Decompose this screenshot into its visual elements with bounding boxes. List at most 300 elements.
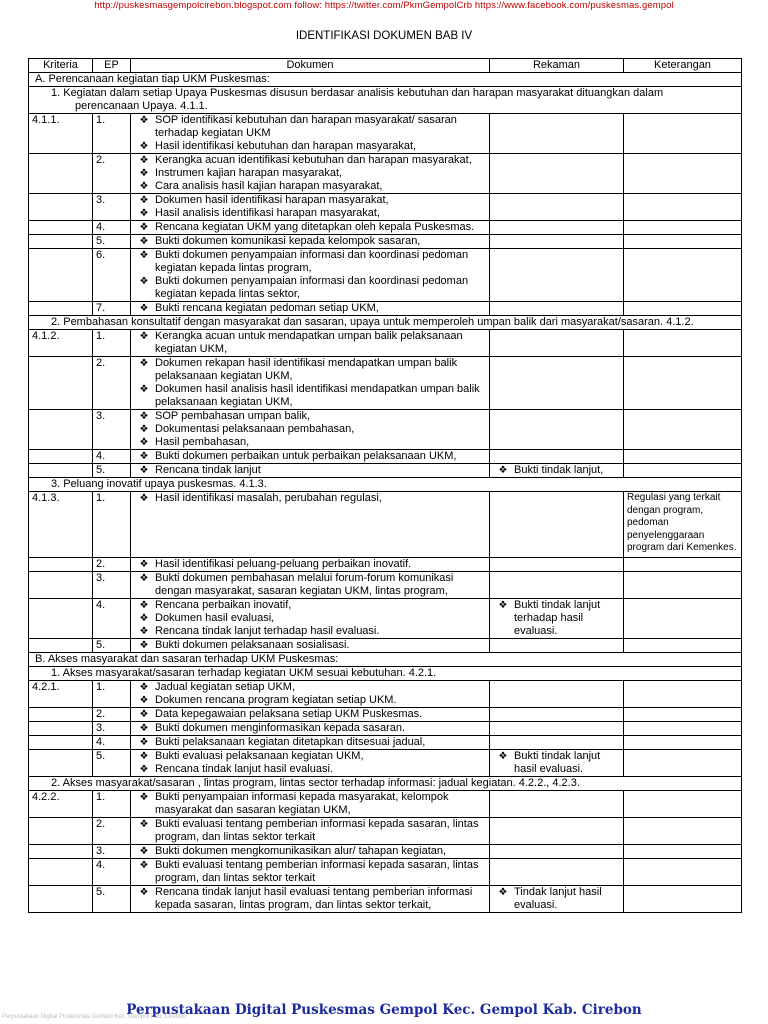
cell-dokumen	[131, 598, 490, 638]
dokumen-text: Dokumen hasil analisis hasil identifikasi mendapatkan umpan balik pelaksanaan kegiatan UKM,	[155, 383, 480, 408]
dokumen-text: Rencana tindak lanjut hasil evaluasi.	[155, 762, 333, 775]
dokumen-item	[133, 330, 487, 356]
cell-rekaman	[490, 557, 624, 571]
cell-kriteria	[29, 885, 93, 912]
bullet-icon: ❖	[139, 236, 149, 247]
dokumen-item	[133, 763, 487, 776]
dokumen-text: Kerangka acuan untuk mendapatkan umpan balik pelaksanaan kegiatan UKM,	[155, 330, 463, 355]
cell-rekaman	[490, 571, 624, 598]
col-header-keterangan: Keterangan	[624, 59, 742, 73]
cell-rekaman	[490, 235, 624, 249]
rekaman-item	[492, 886, 621, 912]
bullet-icon: ❖	[139, 886, 149, 898]
cell-kriteria	[29, 707, 93, 721]
dokumen-text: Hasil identifikasi masalah, perubahan regulasi,	[155, 492, 382, 504]
dokumen-text: Bukti dokumen pelaksanaan sosialisasi.	[155, 638, 350, 651]
dokumen-text: Hasil analisis identifikasi harapan masyarakat,	[155, 207, 380, 219]
subsection-heading	[29, 316, 742, 330]
section-heading	[29, 73, 742, 87]
table-row	[29, 571, 742, 598]
dokumen-text: Instrumen kajian harapan masyarakat,	[155, 167, 343, 179]
cell-keterangan	[624, 790, 742, 817]
dokumen-item	[133, 599, 487, 612]
bullet-icon: ❖	[139, 859, 149, 871]
table-row	[29, 680, 742, 707]
bullet-icon: ❖	[139, 493, 149, 504]
dokumen-item	[133, 736, 487, 749]
cell-kriteria	[29, 194, 93, 221]
subsection-row	[29, 316, 742, 330]
table-row	[29, 721, 742, 735]
table-row	[29, 858, 742, 885]
cell-dokumen	[131, 464, 490, 478]
table-row	[29, 598, 742, 638]
subsection-heading	[29, 666, 742, 680]
dokumen-item	[133, 140, 487, 153]
dokumen-text: SOP pembahasan umpan balik,	[155, 410, 311, 422]
bullet-icon: ❖	[139, 451, 149, 462]
dokumen-item	[133, 859, 487, 885]
cell-keterangan: Regulasi yang terkait dengan program, pedoman penyelenggaraan program dari Kemenkes.	[624, 492, 742, 558]
subsection-row	[29, 666, 742, 680]
dokumen-item	[133, 302, 487, 315]
cell-rekaman	[490, 410, 624, 450]
table-row	[29, 885, 742, 912]
cell-ep: 4.	[93, 450, 131, 464]
cell-ep: 3.	[93, 571, 131, 598]
cell-ep: 2.	[93, 154, 131, 194]
cell-dokumen	[131, 844, 490, 858]
bullet-icon: ❖	[139, 625, 149, 637]
cell-dokumen	[131, 235, 490, 249]
cell-rekaman	[490, 330, 624, 357]
cell-kriteria	[29, 749, 93, 776]
table-row	[29, 154, 742, 194]
dokumen-item	[133, 791, 487, 817]
cell-kriteria	[29, 221, 93, 235]
cell-dokumen	[131, 638, 490, 652]
dokumen-text: Rencana perbaikan inovatif,	[155, 598, 292, 611]
table-row	[29, 492, 742, 558]
cell-keterangan	[624, 464, 742, 478]
bullet-icon: ❖	[139, 599, 149, 611]
cell-keterangan	[624, 817, 742, 844]
dokumen-text: Dokumen hasil evaluasi,	[155, 611, 275, 624]
cell-kriteria	[29, 817, 93, 844]
cell-kriteria: 4.2.1.	[29, 680, 93, 707]
cell-dokumen	[131, 114, 490, 154]
dokumen-item	[133, 708, 487, 721]
dokumen-item	[133, 464, 487, 477]
dokumen-item	[133, 167, 487, 180]
cell-dokumen	[131, 221, 490, 235]
dokumen-item	[133, 221, 487, 234]
cell-ep: 7.	[93, 302, 131, 316]
page-title: IDENTIFIKASI DOKUMEN BAB IV	[295, 30, 473, 42]
cell-rekaman	[490, 492, 624, 558]
dokumen-text: Hasil pembahasan,	[155, 436, 250, 448]
table-row	[29, 249, 742, 302]
dokumen-item	[133, 410, 487, 423]
table-row	[29, 790, 742, 817]
bullet-icon: ❖	[139, 155, 149, 166]
dokumen-text: Dokumen rekapan hasil identifikasi mendapatkan umpan balik pelaksanaan kegiatan UKM,	[155, 357, 458, 382]
dokumen-text: Jadual kegiatan setiap UKM,	[155, 680, 296, 693]
dokumen-text: Hasil identifikasi kebutuhan dan harapan masyarakat,	[155, 140, 417, 152]
cell-kriteria: 4.1.1.	[29, 114, 93, 154]
bullet-icon: ❖	[139, 736, 149, 748]
cell-rekaman	[490, 114, 624, 154]
cell-rekaman	[490, 221, 624, 235]
cell-rekaman	[490, 357, 624, 410]
cell-keterangan	[624, 557, 742, 571]
cell-kriteria	[29, 638, 93, 652]
cell-kriteria	[29, 410, 93, 450]
table-row	[29, 844, 742, 858]
cell-rekaman	[490, 194, 624, 221]
bullet-icon: ❖	[139, 465, 149, 476]
col-header-ep: EP	[93, 59, 131, 73]
dokumen-item	[133, 154, 487, 167]
dokumen-item	[133, 207, 487, 220]
cell-keterangan	[624, 154, 742, 194]
dokumen-text: Cara analisis hasil kajian harapan masyarakat,	[155, 180, 383, 192]
cell-ep: 3.	[93, 844, 131, 858]
cell-ep: 4.	[93, 598, 131, 638]
col-header-kriteria: Kriteria	[29, 59, 93, 73]
bullet-icon: ❖	[139, 384, 149, 395]
cell-keterangan	[624, 221, 742, 235]
cell-kriteria	[29, 571, 93, 598]
bullet-icon: ❖	[498, 599, 508, 611]
bullet-icon: ❖	[498, 750, 508, 762]
table-row	[29, 114, 742, 154]
table-row	[29, 638, 742, 652]
cell-kriteria	[29, 154, 93, 194]
cell-rekaman	[490, 680, 624, 707]
dokumen-text: Bukti dokumen penyampaian informasi dan koordinasi pedoman kegiatan kepada lintas sektor,	[155, 275, 469, 300]
cell-ep: 2.	[93, 817, 131, 844]
cell-ep: 2.	[93, 557, 131, 571]
cell-kriteria: 4.1.3.	[29, 492, 93, 558]
cell-kriteria	[29, 249, 93, 302]
section-row	[29, 73, 742, 87]
rekaman-item	[492, 750, 621, 776]
cell-keterangan	[624, 410, 742, 450]
col-header-rekaman: Rekaman	[490, 59, 624, 73]
dokumen-item	[133, 249, 487, 275]
cell-keterangan	[624, 194, 742, 221]
section-row	[29, 652, 742, 666]
cell-dokumen	[131, 790, 490, 817]
dokumen-text: Bukti dokumen mengkomunikasikan alur/ tahapan kegiatan,	[155, 844, 447, 857]
cell-ep: 2.	[93, 357, 131, 410]
cell-ep: 1.	[93, 492, 131, 558]
dokumen-item	[133, 423, 487, 436]
cell-dokumen	[131, 154, 490, 194]
cell-rekaman	[490, 790, 624, 817]
dokumen-item	[133, 845, 487, 858]
cell-kriteria	[29, 235, 93, 249]
cell-kriteria	[29, 844, 93, 858]
cell-ep: 5.	[93, 235, 131, 249]
cell-ep: 5.	[93, 749, 131, 776]
dokumen-item	[133, 558, 487, 571]
cell-dokumen	[131, 557, 490, 571]
bullet-icon: ❖	[139, 222, 149, 233]
cell-rekaman	[490, 154, 624, 194]
dokumen-text: Bukti evaluasi pelaksanaan kegiatan UKM,	[155, 749, 364, 762]
cell-dokumen	[131, 571, 490, 598]
cell-ep: 2.	[93, 707, 131, 721]
bullet-icon: ❖	[139, 639, 149, 651]
cell-rekaman	[490, 721, 624, 735]
dokumen-item	[133, 275, 487, 301]
cell-kriteria: 4.1.2.	[29, 330, 93, 357]
dokumen-text: Rencana kegiatan UKM yang ditetapkan oleh kepala Puskesmas.	[155, 221, 475, 233]
cell-dokumen	[131, 707, 490, 721]
header-url[interactable]: http://puskesmasgempolcirebon.blogspot.com follow: https://twitter.com/PkmGempolCrb https://www.facebook.com/puskesmas.gempol	[94, 0, 674, 11]
dokumen-item	[133, 625, 487, 638]
cell-rekaman	[490, 598, 624, 638]
header-row	[29, 59, 742, 73]
cell-rekaman	[490, 885, 624, 912]
cell-keterangan	[624, 680, 742, 707]
dokumen-text: Bukti dokumen penyampaian informasi dan koordinasi pedoman kegiatan kepada lintas program,	[155, 249, 469, 274]
cell-keterangan	[624, 357, 742, 410]
bullet-icon: ❖	[139, 681, 149, 693]
cell-ep: 6.	[93, 249, 131, 302]
table-row	[29, 749, 742, 776]
dokumen-item	[133, 383, 487, 409]
cell-kriteria	[29, 735, 93, 749]
dokumen-item	[133, 818, 487, 844]
bullet-icon: ❖	[498, 886, 508, 898]
dokumen-text: Bukti evaluasi tentang pemberian informasi kepada sasaran, lintas program, dan lintas sektor terkait	[155, 858, 479, 884]
heading-text: 3. Peluang inovatif upaya puskesmas. 4.1.3.	[51, 478, 267, 490]
dokumen-item	[133, 694, 487, 707]
watermark-text: Perpustakaan Digital Puskesmas Gempol Kec. Gempol Kab. Cirebon	[2, 1014, 186, 1020]
cell-dokumen	[131, 858, 490, 885]
cell-kriteria	[29, 302, 93, 316]
table-row	[29, 707, 742, 721]
dokumen-item	[133, 194, 487, 207]
dokumen-item	[133, 681, 487, 694]
bullet-icon: ❖	[139, 750, 149, 762]
bullet-icon: ❖	[139, 791, 149, 803]
bullet-icon: ❖	[139, 208, 149, 219]
cell-keterangan	[624, 302, 742, 316]
heading-text: 1. Akses masyarakat/sasaran terhadap kegiatan UKM sesuai kebutuhan. 4.2.1.	[51, 666, 437, 679]
heading-text: 1. Kegiatan dalam setiap Upaya Puskesmas disusun berdasar analisis kebutuhan dan harapan masyarakat dituangkan dalam	[51, 87, 664, 99]
cell-rekaman	[490, 749, 624, 776]
cell-kriteria	[29, 450, 93, 464]
dokumen-text: Bukti dokumen komunikasi kepada kelompok sasaran,	[155, 235, 421, 247]
dokumen-item	[133, 114, 487, 140]
dokumen-text: Rencana tindak lanjut	[155, 464, 261, 476]
dokumen-text: Bukti pelaksanaan kegiatan ditetapkan ditsesuai jadual,	[155, 735, 426, 748]
table-row	[29, 330, 742, 357]
bullet-icon: ❖	[139, 303, 149, 314]
bullet-icon: ❖	[139, 141, 149, 152]
table-row	[29, 735, 742, 749]
dokumen-text: Bukti evaluasi tentang pemberian informasi kepada sasaran, lintas program, dan lintas sektor terkait	[155, 817, 479, 843]
cell-dokumen	[131, 885, 490, 912]
cell-ep: 4.	[93, 735, 131, 749]
rekaman-text: Bukti tindak lanjut hasil evaluasi.	[514, 749, 601, 775]
dokumen-text: Dokumen hasil identifikasi harapan masyarakat,	[155, 194, 389, 206]
heading-text: A. Perencanaan kegiatan tiap UKM Puskesmas:	[35, 73, 270, 85]
table-row	[29, 557, 742, 571]
bullet-icon: ❖	[139, 195, 149, 206]
dokumen-item	[133, 639, 487, 652]
dokumen-item	[133, 722, 487, 735]
cell-kriteria	[29, 557, 93, 571]
bullet-icon: ❖	[139, 358, 149, 369]
cell-kriteria	[29, 598, 93, 638]
document-table	[28, 58, 742, 913]
cell-ep: 1.	[93, 114, 131, 154]
bullet-icon: ❖	[139, 708, 149, 720]
cell-ep: 5.	[93, 464, 131, 478]
cell-dokumen	[131, 330, 490, 357]
bullet-icon: ❖	[139, 845, 149, 857]
dokumen-item	[133, 180, 487, 193]
cell-kriteria	[29, 858, 93, 885]
bullet-icon: ❖	[139, 168, 149, 179]
cell-keterangan	[624, 249, 742, 302]
bullet-icon: ❖	[139, 572, 149, 584]
cell-dokumen	[131, 249, 490, 302]
dokumen-item	[133, 235, 487, 248]
table-row	[29, 410, 742, 450]
bullet-icon: ❖	[139, 694, 149, 706]
heading-text: 2. Akses masyarakat/sasaran , lintas program, lintas sector terhadap informasi: jadual kegiatan. 4.2.2., 4.2.3.	[51, 776, 580, 789]
table-row	[29, 450, 742, 464]
cell-dokumen	[131, 817, 490, 844]
cell-dokumen	[131, 357, 490, 410]
cell-keterangan	[624, 885, 742, 912]
dokumen-text: Dokumen rencana program kegiatan setiap UKM.	[155, 693, 397, 706]
dokumen-text: Bukti dokumen perbaikan untuk perbaikan pelaksanaan UKM,	[155, 450, 457, 462]
cell-keterangan	[624, 721, 742, 735]
dokumen-text: Data kepegawaian pelaksana setiap UKM Puskesmas.	[155, 707, 423, 720]
cell-ep: 4.	[93, 858, 131, 885]
cell-kriteria	[29, 721, 93, 735]
cell-rekaman	[490, 302, 624, 316]
dokumen-text: Kerangka acuan identifikasi kebutuhan dan harapan masyarakat,	[155, 154, 472, 166]
cell-rekaman	[490, 464, 624, 478]
table-row	[29, 302, 742, 316]
cell-rekaman	[490, 858, 624, 885]
cell-ep: 1.	[93, 790, 131, 817]
dokumen-item	[133, 612, 487, 625]
bullet-icon: ❖	[139, 763, 149, 775]
cell-rekaman	[490, 735, 624, 749]
dokumen-text: Rencana tindak lanjut hasil evaluasi tentang pemberian informasi kepada sasaran, lintas program, dan lintas sektor terkait,	[155, 885, 473, 911]
table-row	[29, 357, 742, 410]
dokumen-item	[133, 572, 487, 598]
dokumen-item	[133, 886, 487, 912]
heading-text-continued: perencanaan Upaya. 4.1.1.	[75, 100, 208, 112]
dokumen-text: Bukti dokumen pembahasan melalui forum-forum komunikasi dengan masyarakat, sasaran kegiatan UKM, lintas program,	[155, 571, 454, 597]
dokumen-item	[133, 492, 487, 505]
bullet-icon: ❖	[139, 276, 149, 287]
dokumen-item	[133, 450, 487, 463]
cell-ep: 1.	[93, 680, 131, 707]
heading-text: B. Akses masyarakat dan sasaran terhadap UKM Puskesmas:	[35, 652, 339, 665]
bullet-icon: ❖	[139, 181, 149, 192]
cell-keterangan	[624, 571, 742, 598]
cell-dokumen	[131, 749, 490, 776]
cell-dokumen	[131, 721, 490, 735]
cell-rekaman	[490, 450, 624, 464]
cell-keterangan	[624, 638, 742, 652]
cell-ep: 3.	[93, 410, 131, 450]
col-header-dokumen: Dokumen	[131, 59, 490, 73]
cell-dokumen	[131, 680, 490, 707]
rekaman-text: Tindak lanjut hasil evaluasi.	[514, 885, 602, 911]
rekaman-text: Bukti tindak lanjut,	[514, 464, 604, 476]
cell-rekaman	[490, 817, 624, 844]
bullet-icon: ❖	[139, 818, 149, 830]
cell-ep: 3.	[93, 194, 131, 221]
cell-ep: 4.	[93, 221, 131, 235]
table-row	[29, 817, 742, 844]
rekaman-text: Bukti tindak lanjut terhadap hasil evaluasi.	[514, 598, 601, 637]
subsection-heading	[29, 87, 742, 114]
dokumen-text: Hasil identifikasi peluang-peluang perbaikan inovatif.	[155, 557, 412, 570]
rekaman-item	[492, 464, 621, 477]
bullet-icon: ❖	[139, 250, 149, 261]
dokumen-text: Rencana tindak lanjut terhadap hasil evaluasi.	[155, 624, 380, 637]
cell-dokumen	[131, 302, 490, 316]
cell-dokumen	[131, 735, 490, 749]
dokumen-text: Bukti rencana kegiatan pedoman setiap UKM,	[155, 302, 379, 314]
rekaman-item	[492, 599, 621, 638]
cell-rekaman	[490, 707, 624, 721]
dokumen-text: SOP identifikasi kebutuhan dan harapan masyarakat/ sasaran terhadap kegiatan UKM	[155, 114, 457, 139]
dokumen-text: Dokumentasi pelaksanaan pembahasan,	[155, 423, 355, 435]
cell-ep: 5.	[93, 638, 131, 652]
subsection-heading	[29, 478, 742, 492]
bullet-icon: ❖	[139, 424, 149, 435]
cell-keterangan	[624, 735, 742, 749]
cell-keterangan	[624, 235, 742, 249]
subsection-row	[29, 87, 742, 114]
bullet-icon: ❖	[139, 722, 149, 734]
cell-keterangan	[624, 749, 742, 776]
cell-keterangan	[624, 330, 742, 357]
bullet-icon: ❖	[498, 465, 508, 476]
footer-library-name: Perpustakaan Digital Puskesmas Gempol Kec. Gempol Kab. Cirebon	[126, 1002, 642, 1018]
cell-kriteria	[29, 357, 93, 410]
cell-ep: 3.	[93, 721, 131, 735]
bullet-icon: ❖	[139, 612, 149, 624]
dokumen-item	[133, 357, 487, 383]
dokumen-text: Bukti penyampaian informasi kepada masyarakat, kelompok masyarakat dan sasaran kegiatan UKM,	[155, 790, 449, 816]
table-body	[29, 73, 742, 913]
bullet-icon: ❖	[139, 411, 149, 422]
cell-rekaman	[490, 844, 624, 858]
dokumen-text: Bukti dokumen menginformasikan kepada sasaran.	[155, 721, 406, 734]
bullet-icon: ❖	[139, 558, 149, 570]
cell-keterangan	[624, 598, 742, 638]
table-row	[29, 221, 742, 235]
cell-keterangan	[624, 858, 742, 885]
cell-ep: 5.	[93, 885, 131, 912]
subsection-row	[29, 478, 742, 492]
